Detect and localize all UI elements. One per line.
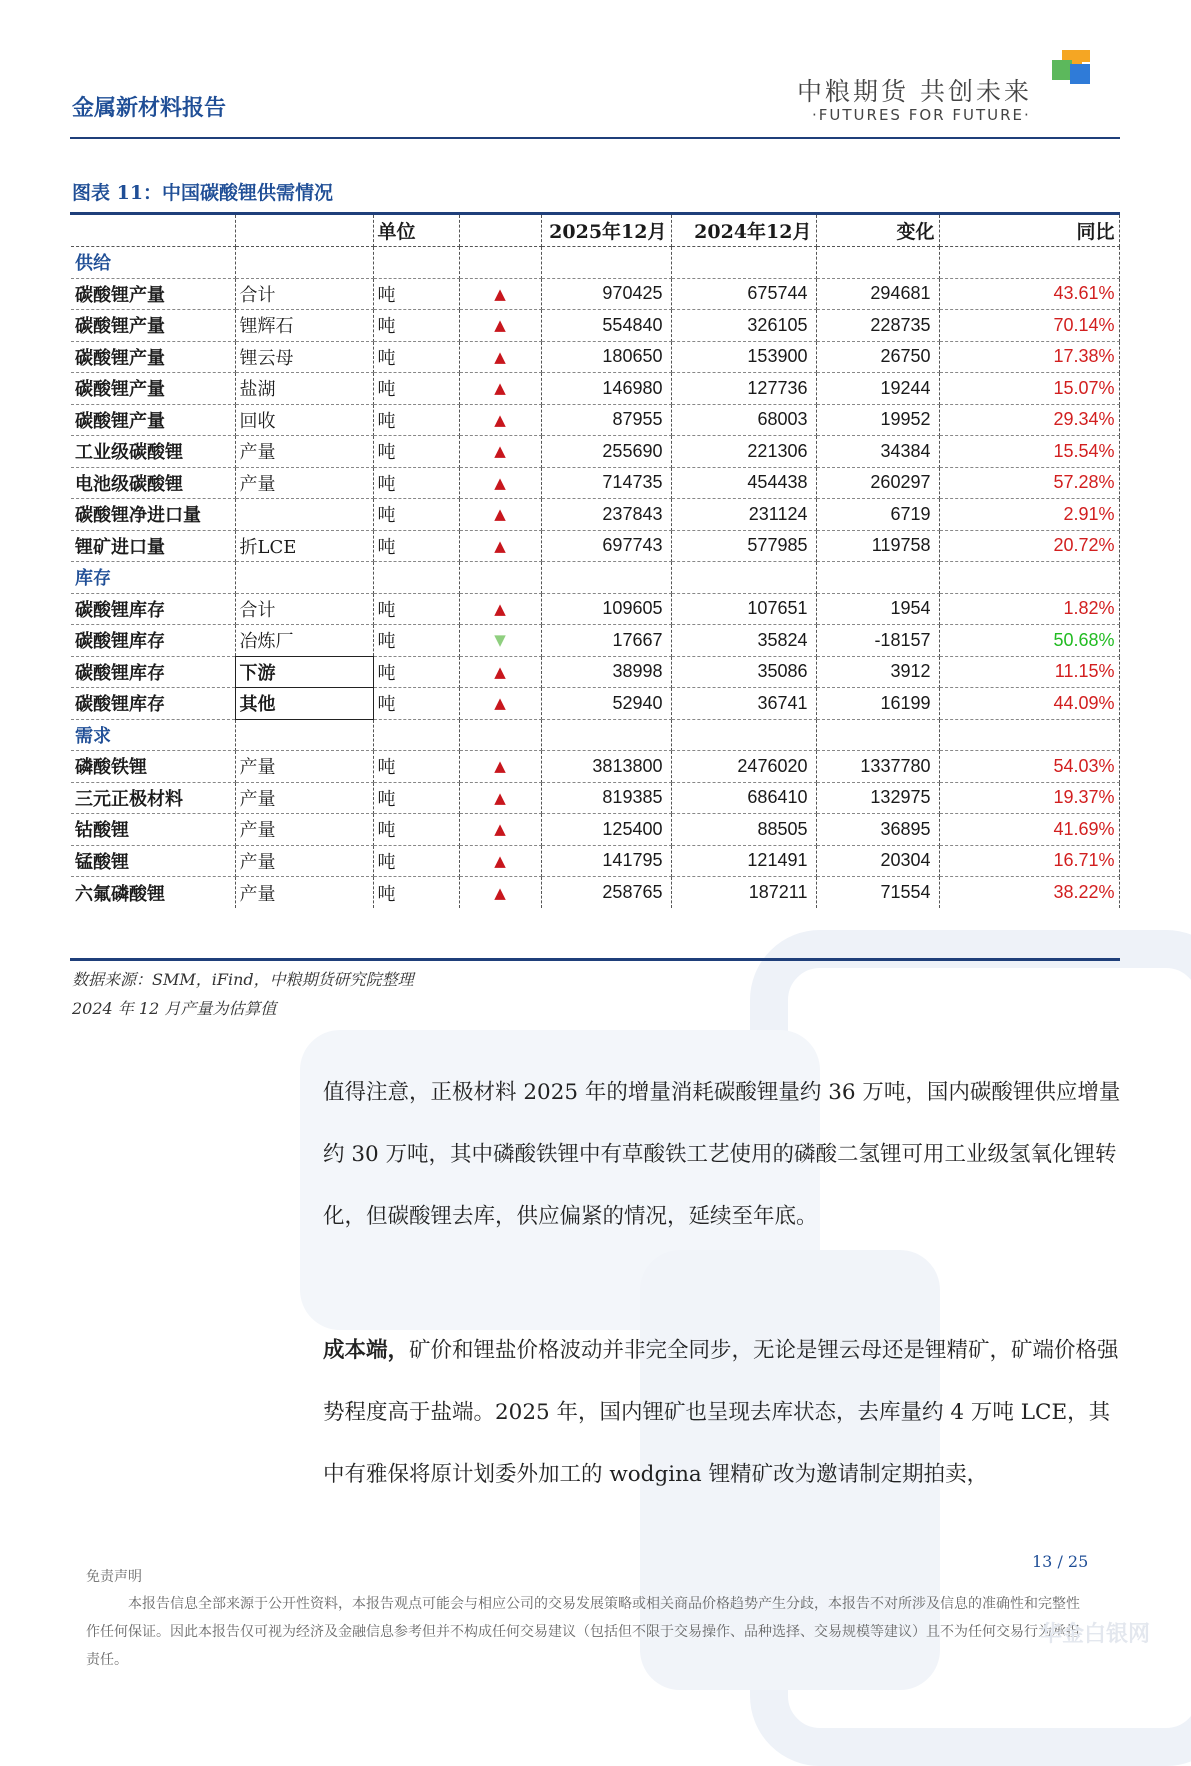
yoy-percent: 41.69%	[939, 814, 1119, 846]
unit-cell: 吨	[373, 782, 459, 814]
table-row	[71, 814, 1119, 846]
disclaimer-title: 免责声明	[86, 1569, 142, 1585]
table-row	[71, 688, 1119, 720]
triangle-up-icon	[459, 373, 541, 405]
unit-cell: 吨	[373, 341, 459, 373]
item-name: 三元正极材料	[71, 782, 235, 814]
triangle-up-icon	[459, 404, 541, 436]
yoy-percent: 15.07%	[939, 373, 1119, 405]
item-name: 碳酸锂净进口量	[71, 499, 235, 531]
item-subtype: 折LCE	[235, 530, 373, 562]
table-row	[71, 656, 1119, 688]
paragraph-2	[323, 1320, 1123, 1506]
triangle-up-icon	[459, 341, 541, 373]
value-2025: 237843	[541, 499, 671, 531]
item-subtype: 冶炼厂	[235, 625, 373, 657]
increase-arrow-icon: ▲	[494, 473, 506, 492]
increase-arrow-icon: ▲	[494, 505, 506, 524]
triangle-up-icon	[459, 467, 541, 499]
value-2025: 554840	[541, 310, 671, 342]
empty-cell	[459, 247, 541, 279]
value-2024: 121491	[671, 845, 816, 877]
increase-arrow-icon: ▲	[494, 599, 506, 618]
value-2025: 109605	[541, 593, 671, 625]
increase-arrow-icon: ▲	[494, 442, 506, 461]
item-subtype	[235, 499, 373, 531]
empty-cell	[816, 719, 939, 751]
yoy-percent: 54.03%	[939, 751, 1119, 783]
item-subtype: 产量	[235, 782, 373, 814]
value-2024: 454438	[671, 467, 816, 499]
paragraph-1: 值得注意，正极材料 2025 年的增量消耗碳酸锂量约 36 万吨，国内碳酸锂供应增量约 30 万吨，其中磷酸铁锂中有草酸铁工艺使用的磷酸二氢锂可用工业级氢氧化锂转化，但碳酸锂去库，供应偏紧的情况，延续至年底。	[323, 1080, 1121, 1229]
table-row	[71, 373, 1119, 405]
page-number: 13 / 25	[1032, 1552, 1089, 1571]
value-2025: 180650	[541, 341, 671, 373]
empty-cell	[373, 719, 459, 751]
increase-arrow-icon: ▲	[494, 379, 506, 398]
value-2024: 127736	[671, 373, 816, 405]
increase-arrow-icon: ▲	[494, 883, 506, 902]
increase-arrow-icon: ▲	[494, 347, 506, 366]
item-subtype: 产量	[235, 467, 373, 499]
value-2024: 35824	[671, 625, 816, 657]
table-row	[71, 310, 1119, 342]
value-2025: 714735	[541, 467, 671, 499]
section-label: 需求	[71, 719, 235, 751]
column-header: 同比	[939, 215, 1119, 247]
table-row	[71, 530, 1119, 562]
column-header	[459, 215, 541, 247]
value-2024: 68003	[671, 404, 816, 436]
value-2025: 52940	[541, 688, 671, 720]
report-title: 金属新材料报告	[72, 95, 227, 121]
change-value: 6719	[816, 499, 939, 531]
value-2024: 187211	[671, 877, 816, 909]
data-source: 数据来源：SMM，iFind，中粮期货研究院整理	[72, 970, 414, 989]
unit-cell: 吨	[373, 530, 459, 562]
logo-cn-text: 中粮期货 共创未来	[797, 77, 1032, 106]
item-name: 碳酸锂产量	[71, 404, 235, 436]
empty-cell	[459, 562, 541, 594]
value-2024: 686410	[671, 782, 816, 814]
item-name: 工业级碳酸锂	[71, 436, 235, 468]
change-value: 260297	[816, 467, 939, 499]
item-name: 锂矿进口量	[71, 530, 235, 562]
triangle-up-icon	[459, 782, 541, 814]
empty-cell	[541, 562, 671, 594]
change-value: 71554	[816, 877, 939, 909]
value-2024: 221306	[671, 436, 816, 468]
item-name: 磷酸铁锂	[71, 751, 235, 783]
yoy-percent: 50.68%	[939, 625, 1119, 657]
column-header: 单位	[373, 215, 459, 247]
header-divider	[70, 137, 1120, 139]
value-2025: 258765	[541, 877, 671, 909]
section-row	[71, 562, 1119, 594]
increase-arrow-icon: ▲	[494, 316, 506, 335]
unit-cell: 吨	[373, 373, 459, 405]
column-header	[235, 215, 373, 247]
value-2025: 146980	[541, 373, 671, 405]
yoy-percent: 16.71%	[939, 845, 1119, 877]
unit-cell: 吨	[373, 688, 459, 720]
change-value: 1337780	[816, 751, 939, 783]
item-subtype: 盐湖	[235, 373, 373, 405]
yoy-percent: 15.54%	[939, 436, 1119, 468]
item-name: 碳酸锂产量	[71, 278, 235, 310]
increase-arrow-icon: ▲	[494, 851, 506, 870]
item-name: 碳酸锂库存	[71, 593, 235, 625]
yoy-percent: 43.61%	[939, 278, 1119, 310]
increase-arrow-icon: ▲	[494, 284, 506, 303]
table-row	[71, 341, 1119, 373]
triangle-up-icon	[459, 814, 541, 846]
table-row	[71, 278, 1119, 310]
unit-cell: 吨	[373, 593, 459, 625]
item-subtype: 锂云母	[235, 341, 373, 373]
increase-arrow-icon: ▲	[494, 694, 506, 713]
section-row	[71, 719, 1119, 751]
empty-cell	[671, 719, 816, 751]
table-row	[71, 499, 1119, 531]
item-subtype: 产量	[235, 814, 373, 846]
section-label: 供给	[71, 247, 235, 279]
yoy-percent: 44.09%	[939, 688, 1119, 720]
item-subtype: 产量	[235, 877, 373, 909]
column-header	[71, 215, 235, 247]
increase-arrow-icon: ▲	[494, 410, 506, 429]
table-header-row	[71, 215, 1119, 247]
value-2025: 970425	[541, 278, 671, 310]
change-value: 19952	[816, 404, 939, 436]
unit-cell: 吨	[373, 656, 459, 688]
table-row	[71, 845, 1119, 877]
empty-cell	[939, 719, 1119, 751]
value-2024: 577985	[671, 530, 816, 562]
unit-cell: 吨	[373, 436, 459, 468]
table-row	[71, 751, 1119, 783]
triangle-up-icon	[459, 688, 541, 720]
item-subtype: 锂辉石	[235, 310, 373, 342]
value-2024: 231124	[671, 499, 816, 531]
unit-cell: 吨	[373, 625, 459, 657]
logo-en-text: ·FUTURES FOR FUTURE·	[812, 106, 1031, 124]
change-value: 3912	[816, 656, 939, 688]
change-value: 294681	[816, 278, 939, 310]
item-name: 六氟磷酸锂	[71, 877, 235, 909]
yoy-percent: 17.38%	[939, 341, 1119, 373]
item-name: 碳酸锂库存	[71, 656, 235, 688]
disclaimer-text: 本报告信息全部来源于公开性资料，本报告观点可能会与相应公司的交易发展策略或相关商品价格趋势产生分歧，本报告不对所涉及信息的准确性和完整性作任何保证。因此本报告仅可视为经济及金融信息参考但并不构成任何交易建议（包括但不限于交易操作、品种选择、交易规模等建议）且不为任何交易行为承担责任。	[86, 1596, 1080, 1668]
item-subtype: 回收	[235, 404, 373, 436]
triangle-down-icon	[459, 625, 541, 657]
empty-cell	[541, 247, 671, 279]
item-name: 碳酸锂库存	[71, 688, 235, 720]
value-2024: 675744	[671, 278, 816, 310]
figure-bottom-rule	[70, 958, 1120, 961]
empty-cell	[459, 719, 541, 751]
triangle-up-icon	[459, 436, 541, 468]
section-row	[71, 247, 1119, 279]
empty-cell	[373, 562, 459, 594]
change-value: 20304	[816, 845, 939, 877]
empty-cell	[541, 719, 671, 751]
unit-cell: 吨	[373, 877, 459, 909]
empty-cell	[939, 562, 1119, 594]
table-row	[71, 467, 1119, 499]
triangle-up-icon	[459, 877, 541, 909]
empty-cell	[235, 562, 373, 594]
table-row	[71, 404, 1119, 436]
empty-cell	[235, 719, 373, 751]
item-name: 锰酸锂	[71, 845, 235, 877]
supply-demand-table	[71, 215, 1120, 908]
paragraph-2-lead: 成本端，	[323, 1338, 410, 1363]
yoy-percent: 70.14%	[939, 310, 1119, 342]
value-2025: 255690	[541, 436, 671, 468]
triangle-up-icon	[459, 656, 541, 688]
triangle-up-icon	[459, 751, 541, 783]
triangle-up-icon	[459, 310, 541, 342]
yoy-percent: 11.15%	[939, 656, 1119, 688]
change-value: 228735	[816, 310, 939, 342]
item-subtype: 其他	[235, 688, 373, 720]
unit-cell: 吨	[373, 467, 459, 499]
unit-cell: 吨	[373, 814, 459, 846]
item-name: 碳酸锂库存	[71, 625, 235, 657]
unit-cell: 吨	[373, 278, 459, 310]
increase-arrow-icon: ▲	[494, 536, 506, 555]
value-2024: 88505	[671, 814, 816, 846]
increase-arrow-icon: ▲	[494, 788, 506, 807]
change-value: 1954	[816, 593, 939, 625]
empty-cell	[939, 247, 1119, 279]
empty-cell	[816, 247, 939, 279]
change-value: 132975	[816, 782, 939, 814]
empty-cell	[816, 562, 939, 594]
unit-cell: 吨	[373, 845, 459, 877]
value-2025: 3813800	[541, 751, 671, 783]
triangle-up-icon	[459, 845, 541, 877]
increase-arrow-icon: ▲	[494, 820, 506, 839]
change-value: 34384	[816, 436, 939, 468]
item-subtype: 产量	[235, 751, 373, 783]
unit-cell: 吨	[373, 310, 459, 342]
item-subtype: 下游	[235, 656, 373, 688]
value-2024: 107651	[671, 593, 816, 625]
column-header: 2024年12月	[671, 215, 816, 247]
value-2024: 2476020	[671, 751, 816, 783]
item-subtype: 产量	[235, 436, 373, 468]
triangle-up-icon	[459, 499, 541, 531]
watermark-text: 华金白银网	[1040, 1622, 1151, 1647]
value-2024: 153900	[671, 341, 816, 373]
value-2024: 326105	[671, 310, 816, 342]
empty-cell	[671, 562, 816, 594]
item-subtype: 合计	[235, 278, 373, 310]
section-label: 库存	[71, 562, 235, 594]
table-row	[71, 625, 1119, 657]
column-header: 变化	[816, 215, 939, 247]
triangle-up-icon	[459, 530, 541, 562]
value-2024: 35086	[671, 656, 816, 688]
increase-arrow-icon: ▲	[494, 662, 506, 681]
empty-cell	[671, 247, 816, 279]
change-value: 36895	[816, 814, 939, 846]
value-2025: 87955	[541, 404, 671, 436]
value-2025: 819385	[541, 782, 671, 814]
triangle-up-icon	[459, 593, 541, 625]
data-note: 2024 年 12 月产量为估算值	[72, 999, 277, 1018]
empty-cell	[235, 247, 373, 279]
value-2025: 38998	[541, 656, 671, 688]
yoy-percent: 29.34%	[939, 404, 1119, 436]
change-value: 26750	[816, 341, 939, 373]
table-row	[71, 436, 1119, 468]
value-2025: 141795	[541, 845, 671, 877]
unit-cell: 吨	[373, 499, 459, 531]
yoy-percent: 1.82%	[939, 593, 1119, 625]
yoy-percent: 19.37%	[939, 782, 1119, 814]
table-row	[71, 782, 1119, 814]
table-row	[71, 593, 1119, 625]
yoy-percent: 20.72%	[939, 530, 1119, 562]
change-value: 16199	[816, 688, 939, 720]
value-2025: 697743	[541, 530, 671, 562]
unit-cell: 吨	[373, 404, 459, 436]
value-2024: 36741	[671, 688, 816, 720]
decrease-arrow-icon: ▼	[494, 631, 506, 650]
paragraph-2-text: 矿价和锂盐价格波动并非完全同步，无论是锂云母还是锂精矿，矿端价格强势程度高于盐端。2025 年，国内锂矿也呈现去库状态，去库量约 4 万吨 LCE，其中有雅保将原计划委外加工的 wodgina 锂精矿改为邀请制定期拍卖，	[323, 1338, 1119, 1487]
value-2025: 17667	[541, 625, 671, 657]
logo-icon	[1052, 50, 1094, 90]
table-row	[71, 877, 1119, 909]
yoy-percent: 2.91%	[939, 499, 1119, 531]
item-name: 碳酸锂产量	[71, 310, 235, 342]
item-name: 钴酸锂	[71, 814, 235, 846]
item-name: 碳酸锂产量	[71, 341, 235, 373]
item-name: 电池级碳酸锂	[71, 467, 235, 499]
increase-arrow-icon: ▲	[494, 757, 506, 776]
item-subtype: 合计	[235, 593, 373, 625]
change-value: -18157	[816, 625, 939, 657]
triangle-up-icon	[459, 278, 541, 310]
change-value: 19244	[816, 373, 939, 405]
column-header: 2025年12月	[541, 215, 671, 247]
unit-cell: 吨	[373, 751, 459, 783]
empty-cell	[373, 247, 459, 279]
item-subtype: 产量	[235, 845, 373, 877]
yoy-percent: 38.22%	[939, 877, 1119, 909]
value-2025: 125400	[541, 814, 671, 846]
item-name: 碳酸锂产量	[71, 373, 235, 405]
change-value: 119758	[816, 530, 939, 562]
yoy-percent: 57.28%	[939, 467, 1119, 499]
figure-title: 图表 11：中国碳酸锂供需情况	[72, 182, 334, 204]
